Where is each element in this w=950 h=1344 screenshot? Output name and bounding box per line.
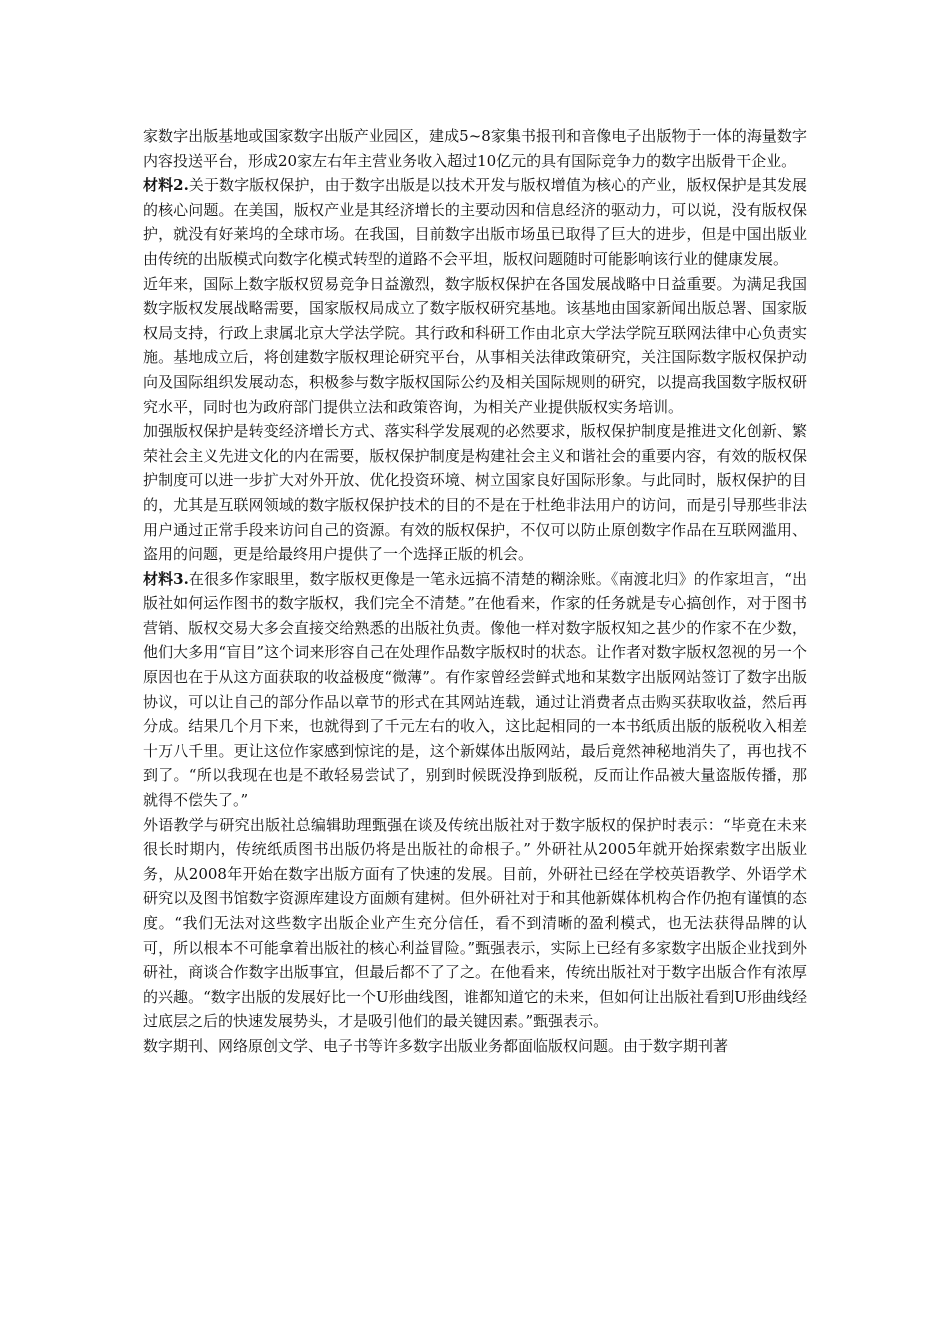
material-label: 材料3. xyxy=(143,569,189,588)
paragraph-copyright-research-base xyxy=(143,272,807,420)
paragraph-copyright-protection-purpose xyxy=(143,419,807,567)
paragraph-material-2 xyxy=(143,173,807,271)
paragraph-text: 关于数字版权保护，由于数字出版是以技术开发与版权增值为核心的产业，版权保护是其发展的核心问题。在美国，版权产业是其经济增长的主要动因和信息经济的驱动力，可以说，没有版权保护，就没有好莱坞的全球市场。在我国，目前数字出版市场虽已取得了巨大的进步，但是中国出版业由传统的出版模式向数字化模式转型的道路不会平坦，版权问题随时可能影响该行业的健康发展。 xyxy=(143,176,807,268)
paragraph-text: 外语教学与研究出版社总编辑助理甄强在谈及传统出版社对于数字版权的保护时表示：“毕竟在未来很长时期内，传统纸质图书出版仍将是出版社的命根子。” 外研社从2005年就开始探索数字出版业务，从2008年开始在数字出版方面有了快速的发展。目前，外研社已经在学校英语教学、外语学术研究以及图书馆数字资源库建设方面颇有建树。但外研社对于和其他新媒体机构合作仍抱有谨慎的态度。“我们无法对这些数字出版企业产生充分信任，看不到清晰的盈利模式，也无法获得品牌的认可，所以根本不可能拿着出版社的核心利益冒险。”甄强表示，实际上已经有多家数字出版企业找到外研社，商谈合作数字出版事宜，但最后都不了了之。在他看来，传统出版社对于数字出版合作有浓厚的兴趣。“数字出版的发展好比一个U形曲线图，谁都知道它的未来，但如何让出版社看到U形曲线经过底层之后的快速发展势头，才是吸引他们的最关键因素。”甄强表示。 xyxy=(143,815,807,1031)
paragraph-text: 加强版权保护是转变经济增长方式、落实科学发展观的必然要求，版权保护制度是推进文化创新、繁荣社会主义先进文化的内在需要，版权保护制度是构建社会主义和谐社会的重要内容，有效的版权保护制度可以进一步扩大对外开放、优化投资环境、树立国家良好国际形象。与此同时，版权保护的目的，尤其是互联网领域的数字版权保护技术的目的不是在于杜绝非法用户的访问，而是引导那些非法用户通过正常手段来访问自己的资源。有效的版权保护，不仅可以防止原创数字作品在互联网滥用、盗用的问题，更是给最终用户提供了一个选择正版的机会。 xyxy=(143,422,807,564)
material-label: 材料2. xyxy=(143,176,189,195)
document-body xyxy=(143,124,807,1059)
paragraph-digital-journals xyxy=(143,1034,807,1059)
paragraph-text: 近年来，国际上数字版权贸易竞争日益激烈，数字版权保护在各国发展战略中日益重要。为满足我国数字版权发展战略需要，国家版权局成立了数字版权研究基地。该基地由国家新闻出版总署、国家版权局支持，行政上隶属北京大学法学院。其行政和科研工作由北京大学法学院互联网法律中心负责实施。基地成立后，将创建数字版权理论研究平台，从事相关法律政策研究，关注国际数字版权保护动向及国际组织发展动态，积极参与数字版权国际公约及相关国际规则的研究，以提高我国数字版权研究水平，同时也为政府部门提供立法和政策咨询，为相关产业提供版权实务培训。 xyxy=(143,274,807,416)
paragraph-intro-continued xyxy=(143,124,807,173)
paragraph-material-3 xyxy=(143,567,807,813)
paragraph-fltrp-quote xyxy=(143,813,807,1034)
paragraph-text: 家数字出版基地或国家数字出版产业园区，建成5~8家集书报刊和音像电子出版物于一体的海量数字内容投送平台，形成20家左右年主营业务收入超过10亿元的具有国际竞争力的数字出版骨干企业。 xyxy=(143,127,807,170)
paragraph-text: 数字期刊、网络原创文学、电子书等许多数字出版业务都面临版权问题。由于数字期刊著 xyxy=(143,1036,729,1055)
paragraph-text: 在很多作家眼里，数字版权更像是一笔永远搞不清楚的糊涂账。《南渡北归》的作家坦言，“出版社如何运作图书的数字版权，我们完全不清楚。”在他看来，作家的任务就是专心搞创作，对于图书营销、版权交易大多会直接交给熟悉的出版社负责。像他一样对数字版权知之甚少的作家不在少数，他们大多用“盲目”这个词来形容自己在处理作品数字版权时的状态。让作者对数字版权忽视的另一个原因也在于从这方面获取的收益极度“微薄”。有作家曾经尝鲜式地和某数字出版网站签订了数字出版协议，可以让自己的部分作品以章节的形式在其网站连载，通过让消费者点击购买获取收益，然后再分成。结果几个月下来，也就得到了千元左右的收入，这比起相同的一本书纸质出版的版税收入相差十万八千里。更让这位作家感到惊诧的是，这个新媒体出版网站，最后竟然神秘地消失了，再也找不到了。“所以我现在也是不敢轻易尝试了，别到时候既没挣到版税，反而让作品被大量盗版传播，那就得不偿失了。” xyxy=(143,569,807,810)
